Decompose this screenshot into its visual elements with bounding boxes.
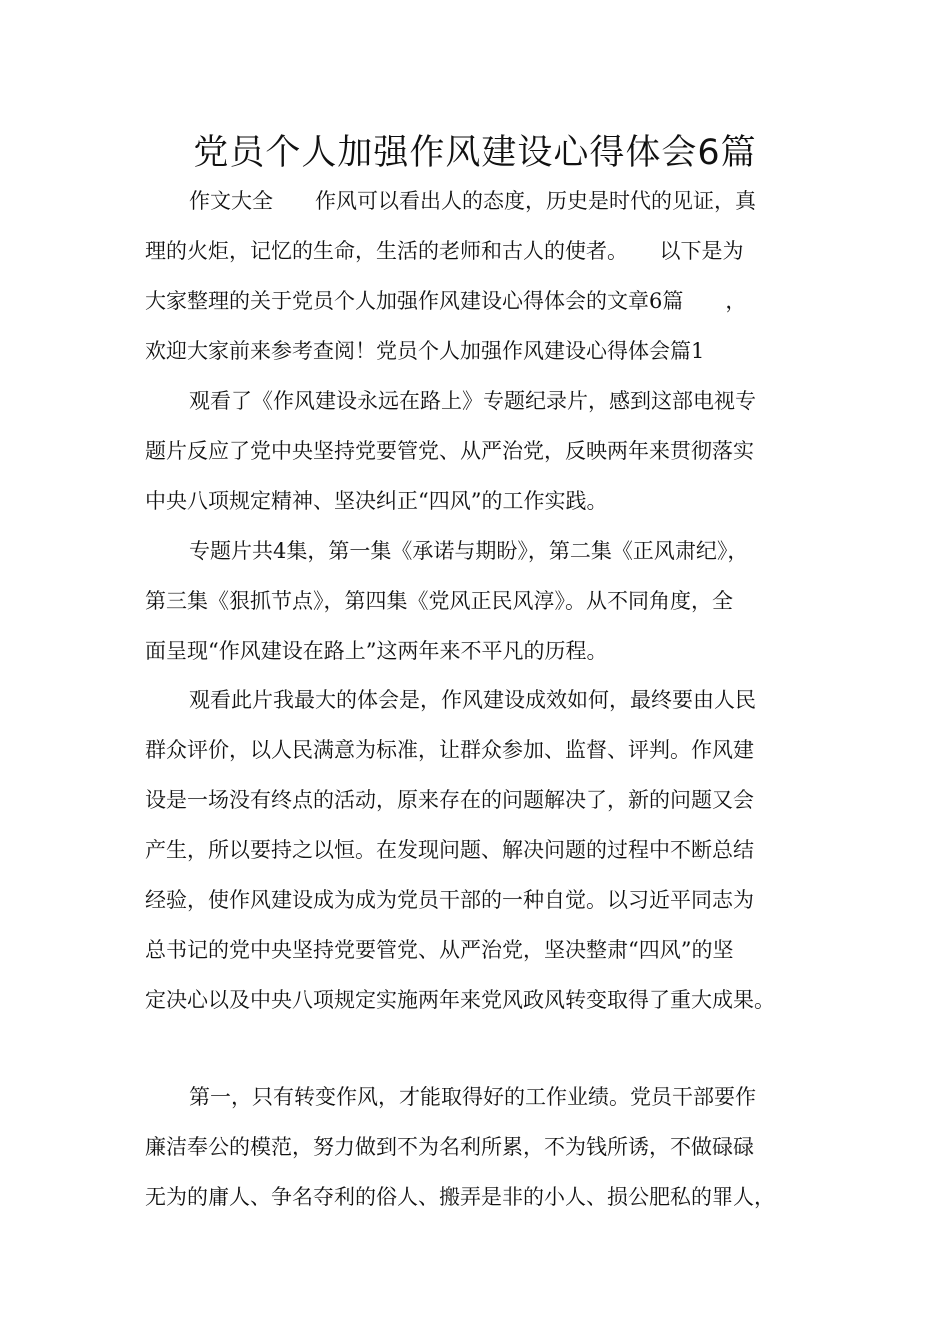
paragraph-line: 无为的庸人、争名夺利的俗人、搬弄是非的小人、损公肥私的罪人， xyxy=(145,1185,775,1209)
paragraph-5 xyxy=(145,1072,810,1222)
paragraph-line: 观看了《作风建设永远在路上》专题纪录片，感到这部电视专 xyxy=(189,389,756,413)
paragraph-line: 理的火炬，记忆的生命，生活的老师和古人的使者。 以下是为 xyxy=(145,239,744,263)
paragraph-line: 第一，只有转变作风，才能取得好的工作业绩。党员干部要作 xyxy=(189,1085,756,1109)
paragraph-line: 定决心以及中央八项规定实施两年来党风政风转变取得了重大成果。 xyxy=(145,988,775,1012)
paragraph-line: 经验，使作风建设成为成为党员干部的一种自觉。以习近平同志为 xyxy=(145,888,754,912)
paragraph-3 xyxy=(145,526,810,676)
paragraph-line: 产生，所以要持之以恒。在发现问题、解决问题的过程中不断总结 xyxy=(145,838,754,862)
paragraph-line: 面呈现“作风建设在路上”这两年来不平凡的历程。 xyxy=(145,639,608,663)
document-title: 党员个人加强作风建设心得体会6篇 xyxy=(193,133,757,173)
paragraph-line: 廉洁奉公的模范，努力做到不为名利所累，不为钱所诱，不做碌碌 xyxy=(145,1135,754,1159)
paragraph-line: 设是一场没有终点的活动，原来存在的问题解决了，新的问题又会 xyxy=(145,788,754,812)
paragraph-line: 欢迎大家前来参考查阅！党员个人加强作风建设心得体会篇1 xyxy=(145,339,705,363)
paragraph-line: 总书记的党中央坚持党要管党、从严治党，坚决整肃“四风”的坚 xyxy=(145,938,734,962)
paragraph-line: 题片反应了党中央坚持党要管党、从严治党，反映两年来贯彻落实 xyxy=(145,439,754,463)
paragraph-line: 作文大全 作风可以看出人的态度，历史是时代的见证，真 xyxy=(189,189,756,213)
paragraph-line: 群众评价，以人民满意为标准，让群众参加、监督、评判。作风建 xyxy=(145,738,754,762)
paragraph-line: 专题片共4集，第一集《承诺与期盼》，第二集《正风肃纪》， xyxy=(189,539,749,563)
paragraph-4 xyxy=(145,675,810,1025)
paragraph-1 xyxy=(145,176,810,376)
paragraph-line: 中央八项规定精神、坚决纠正“四风”的工作实践。 xyxy=(145,489,608,513)
paragraph-line: 第三集《狠抓节点》，第四集《党风正民风淳》。从不同角度，全 xyxy=(145,589,733,613)
paragraph-line: 观看此片我最大的体会是，作风建设成效如何，最终要由人民 xyxy=(189,688,756,712)
paragraph-line: 大家整理的关于党员个人加强作风建设心得体会的文章6篇 ， xyxy=(145,289,747,313)
paragraph-2 xyxy=(145,376,810,526)
